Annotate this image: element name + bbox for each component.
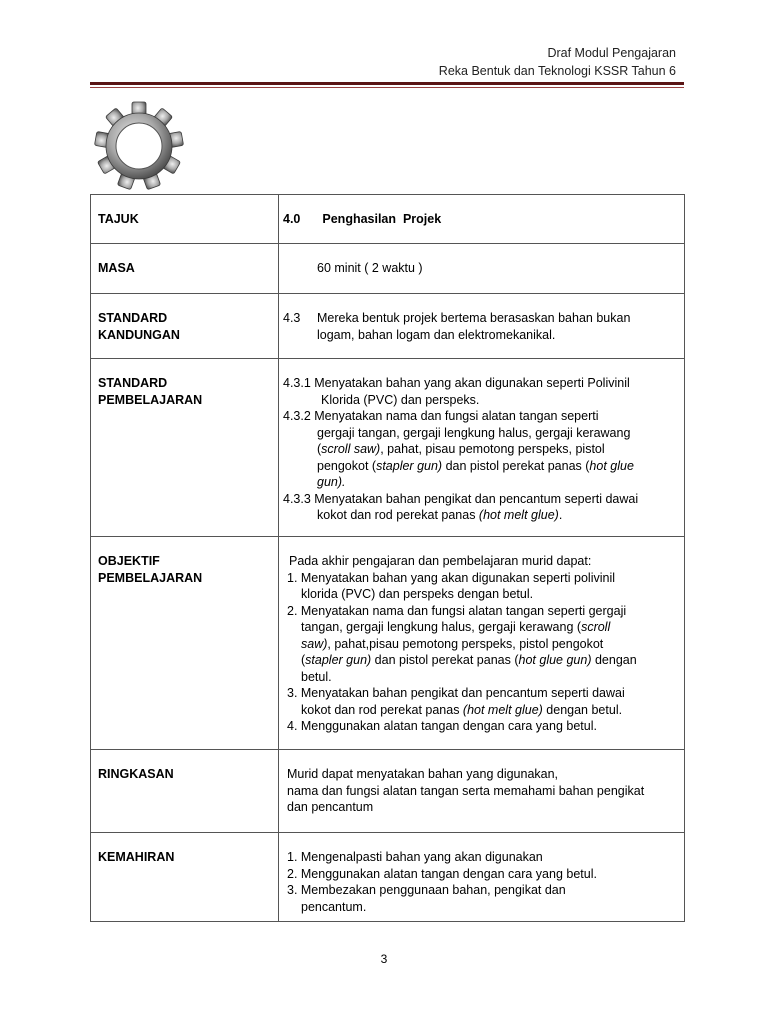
sp-item-2-cont-b: (scroll saw), pahat, pisau pemotong perspeks, pistol [317,442,605,456]
gear-icon [93,100,185,192]
page-number: 3 [380,952,388,966]
row-ringkasan [91,750,685,833]
sp-item-2-cont-a: gergaji tangan, gergaji lengkung halus, gergaji kerawang [317,425,631,440]
obj-intro: Pada akhir pengajaran dan pembelajaran murid dapat: [289,554,592,568]
row-standard-pembelajaran [91,359,685,537]
label-masa: MASA [91,244,279,294]
value-standard-pembelajaran [279,359,685,537]
ring-line2: nama dan fungsi alatan tangan serta memahami bahan pengikat [287,783,645,798]
obj-item-2-cont-b: saw), pahat,pisau pemotong perspeks, pistol pengokot [301,636,604,651]
row-masa [91,244,685,294]
label-standard-pembelajaran [91,359,279,537]
header-module-title: Draf Modul Pengajaran [547,46,676,60]
sp-item-2: 4.3.2 Menyatakan nama dan fungsi alatan tangan seperti [283,409,599,423]
sp-item-3-cont: kokot dan rod perekat panas (hot melt glue). [317,508,563,522]
value-tajuk [279,195,685,244]
obj-item-2-cont-a: tangan, gergaji lengkung halus, gergaji kerawang (scroll [301,620,611,634]
label-obj-line1: OBJEKTIF [98,554,160,568]
sk-line1: Mereka bentuk projek bertema berasaskan bahan bukan [317,311,631,325]
obj-item-1-cont: klorida (PVC) dan perspeks dengan betul. [301,587,534,601]
label-objektif-pembelajaran [91,537,279,750]
sp-item-1-cont: Klorida (PVC) dan perspeks. [321,392,480,407]
obj-item-3: 3. Menyatakan bahan pengikat dan pencantum seperti dawai [287,686,625,700]
tajuk-title: Penghasilan Projek [322,212,442,226]
sp-item-2-cont-d: gun). [317,475,346,489]
header-rule [90,82,684,85]
label-standard-kandungan [91,294,279,359]
obj-item-2-cont-d: betul. [301,669,332,684]
kem-item-2: 2. Menggunakan alatan tangan dengan cara yang betul. [287,866,597,881]
value-masa [279,244,685,294]
label-kemahiran: KEMAHIRAN [91,833,279,922]
sp-item-1: 4.3.1 Menyatakan bahan yang akan digunakan seperti Polivinil [283,376,630,390]
obj-item-2: 2. Menyatakan nama dan fungsi alatan tangan seperti gergaji [287,603,627,618]
label-ringkasan: RINGKASAN [91,750,279,833]
value-kemahiran [279,833,685,922]
ring-line1: Murid dapat menyatakan bahan yang digunakan, [287,767,559,781]
label-obj-line2: PEMBELAJARAN [98,570,203,585]
sp-item-3: 4.3.3 Menyatakan bahan pengikat dan pencantum seperti dawai [283,491,639,506]
masa-text: 60 minit ( 2 waktu ) [317,261,423,275]
value-objektif-pembelajaran [279,537,685,750]
obj-item-2-cont-c: (stapler gun) dan pistol perekat panas (hot glue gun) dengan [301,653,637,667]
row-tajuk [91,195,685,244]
kem-item-3-cont: pencantum. [301,899,367,914]
label-sp-line2: PEMBELAJARAN [98,392,203,407]
kem-item-1: 1. Mengenalpasti bahan yang akan digunakan [287,850,543,864]
value-standard-kandungan [279,294,685,359]
sk-line2: logam, bahan logam dan elektromekanikal. [317,327,556,342]
ring-line3: dan pencantum [287,800,374,814]
obj-item-3-cont: kokot dan rod perekat panas (hot melt glue) dengan betul. [301,702,623,717]
header-subject-title: Reka Bentuk dan Teknologi KSSR Tahun 6 [438,64,676,78]
sk-number: 4.3 [283,311,301,325]
tajuk-number: 4.0 [283,212,301,226]
row-kemahiran [91,833,685,922]
sp-item-2-cont-c: pengokot (stapler gun) dan pistol perekat panas (hot glue [317,458,634,473]
obj-item-4: 4. Menggunakan alatan tangan dengan cara yang betul. [287,719,597,733]
header-rule-thin [90,87,684,88]
label-tajuk: TAJUK [91,195,279,244]
label-sp-line1: STANDARD [98,376,168,390]
label-sk-line2: KANDUNGAN [98,327,180,342]
kem-item-3: 3. Membezakan penggunaan bahan, pengikat dan [287,883,566,897]
obj-item-1: 1. Menyatakan bahan yang akan digunakan seperti polivinil [287,570,616,585]
label-sk-line1: STANDARD [98,311,168,325]
lesson-table [90,194,685,922]
row-objektif-pembelajaran [91,537,685,750]
value-ringkasan [279,750,685,833]
row-standard-kandungan [91,294,685,359]
